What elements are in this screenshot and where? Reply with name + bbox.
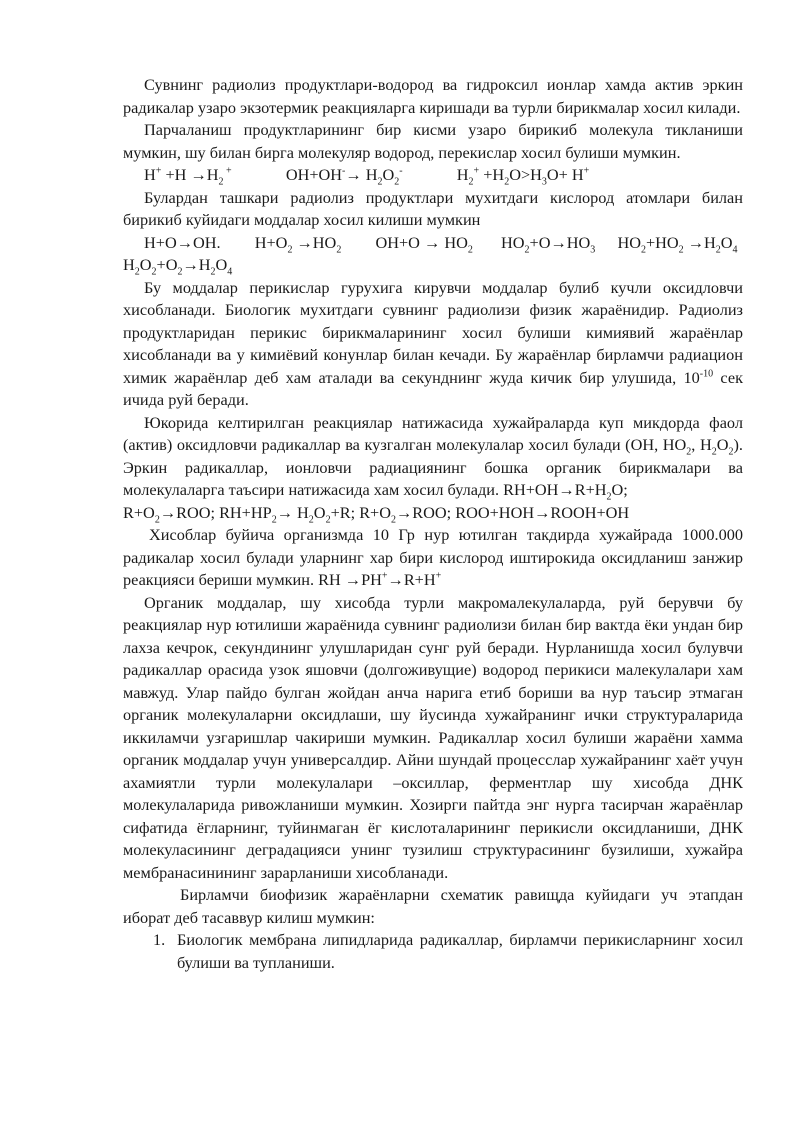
document-page bbox=[123, 74, 743, 974]
list-item-text: Биологик мембрана липидларида радикаллар, бирламчи перикисларнинг хосил булиши ва тупланиши. bbox=[177, 930, 743, 972]
paragraph-oxygen-reactions: Булардан ташкари радиолиз продуктлари мухитдаги кислород атомлари билан бирикиб куйидаги моддалар хосил килиши мумкин bbox=[123, 187, 743, 229]
formula-line-4: $R+O_2\to ROO$; $RH+HP_2\to H_2O_2+R$; $R+O_2\to ROO$; ROO+HOH→ROOH+OH bbox=[123, 502, 630, 525]
paragraph-dose-calculation: Хисоблар буйича организмда 10 Гр нур ютилган такдирда хужайрада 1000.000 радикалар хосил булади уларнинг хар бири кислород иштирокида оксидланиш занжир реакцияси бериши мумкин. RH →PH+→R+H+ bbox=[123, 525, 743, 589]
paragraph-primary-processes: Бирламчи биофизик жараёнларни схематик равищда куйидаги уч этапдан иборат деб тасаввур килиш мумкин: bbox=[123, 885, 743, 927]
paragraph-decomposition-products: Парчаланиш продуктларининг бир кисми узаро бирикиб молекула тикланиши мумкин, шу билан бирга молекуляр водород, перекислар хосил булиши мумкин. bbox=[123, 120, 743, 162]
formula-line-1: $H^+ +H \to H_2$ + $OH+OH^-\to H_2O_2^-$ $H_2^+ +H_2O>H_3O+ H^+$ bbox=[144, 165, 590, 188]
formula-line-3: $H_2O_2+O_2\to H_2O_4$ bbox=[123, 255, 233, 278]
paragraph-radiolysis-intro: Сувнинг радиолиз продуктлари-водород ва гидроксил ионлар хамда актив эркин радикалар узаро экзотермик реакцияларга киришади ва турли бирикмалар хосил килади. bbox=[123, 75, 743, 117]
formula-line-2: H+O→OH. $H+O_2 \to HO_2$ $OH+O \to HO_2$ $HO_2+O\to HO_3$ $HO_2+HO_2 \to H_2O_4$ bbox=[144, 232, 738, 255]
paragraph-organic-substances: Органик моддалар, шу хисобда турли макромалекулаларда, руй берувчи бу реакциялар нур ютилиши жараёнида сувнинг радиолизи билан бир вактда ёки ундан бир лахза кечрок, секундининг улушларидан сунг руй беради. Нурланишда хосил булувчи радикаллар орасида узок яшовчи (долгоживущие) водород перикиси малекулалари хам мавжуд. Улар пайдо булган жойдан анча нарига етиб бориши ва нур таъсир этмаган органик молекулаларни оксидлаши, шу йусинда хужайранинг ички структураларида иккиламчи узгаришлар чакириши мумкин. Радикаллар хосил булиши жараёни хамма органик моддалар учун универсалдир. Айни шундай процесслар хужайранинг хаёт учун ахамиятли турли молекулалари –оксиллар, ферментлар шу хисобда ДНК молекулаларида ривожланиши мумкин. Хозирги пайтда энг нурга тасирчан жараёнлар сифатида ёгларнинг, туйинмаган ёг кислоталарининг перикисли оксидланиши, ДНК молекуласининг деградацияси унинг тузилиш структурасининг бузилиши, хужайра мембранасинининг зарарланиши хисобланади. bbox=[123, 592, 743, 882]
paragraph-oxidizing-radicals: Юкорида келтирилган реакциялар натижасида хужайраларда куп микдорда фаол (актив) оксидловчи радикаллар ва кузгалган молекулалар хосил булади (OH, $HO_2$, $H_2O_2$). Эркин радикаллар, ионловчи радиациянинг бошка органик бирикмалари ва молекулаларга таъсири натижасида хам хосил булади. $RH+OH\to R+H_2O$; bbox=[123, 412, 743, 503]
list-item bbox=[153, 929, 743, 974]
paragraph-peroxides: Бу моддалар перикислар гурухига кирувчи моддалар булиб кучли оксидловчи хисобланади. Биологик мухитдаги сувнинг радиолизи физик жараёнидир. Радиолиз продуктларидан перикис бирикмаларининг хосил булиши кимиявий жараёнлар хисобланади ва у кимиёвий конунлар билан кечади. Бу жараёнлар бирламчи радиацион химик жараёнлар деб хам аталади ва секунднинг жуда кичик бир улушида, $10^{-10}$ сек ичида руй беради. bbox=[123, 277, 743, 409]
list-item-number: 1. bbox=[153, 930, 166, 949]
stages-list bbox=[123, 929, 743, 974]
